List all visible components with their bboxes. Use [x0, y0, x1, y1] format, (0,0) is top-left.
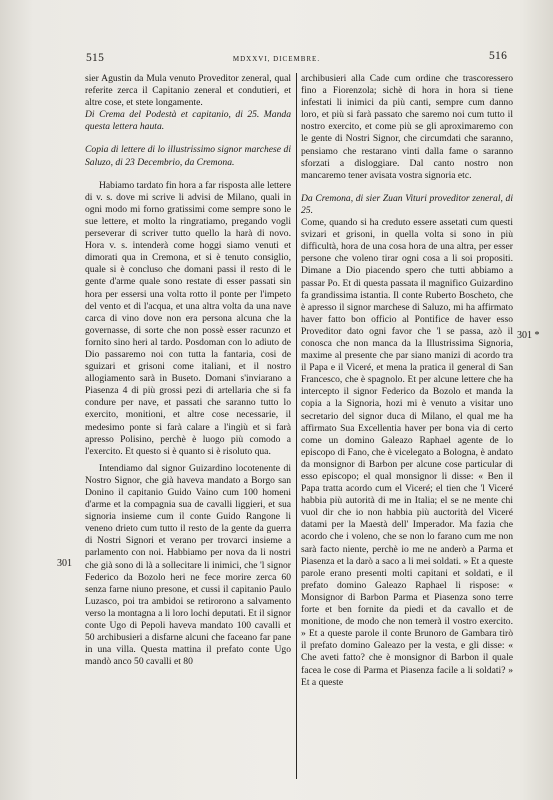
left-paragraph: Habiamo tardato fin hora a far risposta alle lettere di v. s. dove mi scrive li advisi de Milano, quali in ogni modo mi forno gratissimi come sempre sono le sue lettere, et molto la ringratiamo, pregando vogli perseverar di scriver tutto quello la harà di novo. Hora v. s. intenderà come hoggi siamo venuti et dimorati qua in Cremona, et si è tenuto consiglio, quale si è concluso che domani passi il resto di le gente d'arme quale sono restate di esser passati sin hora per essersi una volta rotto il ponte per l'impeto del vento et di l'acqua, et una altra volta da una nave carca di vino dove non era persona alcuna che la governasse, di sorte che non possè esser racunzo et fornito sino heri al tardo. Posdoman con lo adiuto de Dio passaremo noi con tutta la fantaria, cosi de sguizari et grisoni come italiani, et il nostro allogiamento sarà in Buseto. Domani s'inviarano a Piasenza 4 di più grossi pezi di artellaria che si fa condure per nave, et passati che saranno tutto lo exercito, monitioni, et altre cose necessarie, il medesimo ponte si farà calare a l'ingiù et si farà apresso Polisino, perchè è luogo più comodo a l'exercito. Et questo si è quanto si è risoluto qua.	[85, 179, 291, 457]
left-column	[85, 73, 291, 668]
page-number-left: 515	[86, 52, 105, 64]
left-heading: Di Crema del Podestà et capitanio, di 25. Manda questa lettera hauta.	[85, 109, 291, 133]
page-number-right: 516	[489, 50, 508, 62]
left-letter-heading: Copia di lettere di lo illustrissimo signor marchese di Saluzo, di 23 Decembrio, da Cremona.	[85, 144, 291, 168]
left-paragraph: Intendiamo dal signor Guizardino locotenente di Nostro Signor, che già haveva mandato a Borgo san Donino il capitanio Guido Vaino cum 100 homeni d'arme et la compagnia sua de cavalli liggieri, et sua signoria insieme cum il conte Guido Rangone li veneno drieto cum tutto il resto de la gente da guerra di Nostri Signori et verano per trovarci insieme a parlamento con noi. Habbiamo per nova da li nostri che già sono di là a sollecitare li inimici, che 'l signor Federico da Bozolo heri ne fece morire zerca 60 senza farne niuno presone, et cussi il capitanio Paulo Luzasco, poi tra ambidoi se retirorono a salvamento verso la montagna a li loro lochi deputati. Et il signor conte Ugo di Pepoli haveva mandato 100 cavalli et 50 archibusieri a disfarne alcuni che faceano far pane in una villa. Questa mattina il prefato conte Ugo mandò anco 50 cavalli et 80	[85, 462, 291, 668]
right-heading: Da Cremona, di sier Zuan Vituri proveditor zeneral, di 25.	[301, 192, 513, 216]
column-divider	[296, 73, 297, 779]
right-column	[301, 73, 513, 689]
margin-note-left: 301	[57, 558, 72, 569]
margin-note-right: 301 *	[517, 330, 540, 341]
left-paragraph: sier Agustin da Mula venuto Proveditor zeneral, qual referite zerca il Capitanio zeneral et condutieri, et altre cose, et stete longamente.	[85, 73, 291, 109]
running-title: MDXXVI, DICEMBRE.	[232, 55, 321, 63]
right-paragraph: archibusieri alla Cade cum ordine che trascoressero fino a Fiorenzola; sichè di hora in hora si tiene infestati li inimici da più canti, sempre cum danno loro, et più si farà passato che saremo noi cum tutto il nostro exercito, et come più se gli aproximaremo con le gente di Nostri Signor, che circumdati che saranno, pensiamo che restarano vinti dalla fame o saranno sforzati a disloggiare. Dal canto nostro non mancaremo tener avisata vostra signoria etc.	[301, 73, 513, 181]
right-paragraph: Come, quando si ha creduto essere assetati cum questi svizari et grisoni, in quella volta si sono in più difficultà, hora de una cosa hora de una altra, per esser persone che voleno tirar ogni cosa a li soi propositi. Dimane a Dio piacendo spero che tutti abbiamo a passar Po. Et di questa passata il magnifico Guizardino fa grandissima istantia. Il conte Ruberto Boscheto, che è apresso il signor marchese di Saluzo, mi ha affirmato haver fatto bon officio al Pontifice de haver esso Proveditor dato ogni favor che 'l se passa, azò il conosca che non manca da la Illustrissima Signoria, maxime al presente che par siano manizi di acordo tra il Papa e il Viceré, et mena la pratica il general di San Francesco, che è spagnolo. Et per alcune lettere che ha intercepto il signor Federico da Bozolo et manda la copia a la Signoria, hozi mi è venuto a visitar uno secretario del signor duca di Milano, el qual me ha affirmato Sua Excellentia haver per bona via di certo come un domino Galeazo Raphael agente de lo episcopo di Fano, che è vicelegato a Bologna, è andato da monsignor di Barbon per alcune cose particular di esso episcopo; el qual monsignor li disse: « Ben il Papa tratta acordo cum el Viceré; el tien che 'l Viceré habbia più autorità di me in Italia; el se ne mente chi vuol dir che io non habbia più auctorità del Viceré datami per la Maestà dell' Imperador. Ma fazia che acordo che i voleno, che se non lo farano cum me non sarà facto niente, perchè io me ne anderò a Parma et Piasenza et la darò a saco a li mei soldati. » Et a queste parole erano presenti molti capitani et soldati, e il prefato domino Galeazo Raphael li rispose: « Monsignor di Barbon Parma et Piasenza sono terre forte et ben fornite da piedi et da cavallo et de monitione, de modo che non temerà il vostro exercito. » Et a queste parole il conte Brunoro de Gambara tirò il prefato domino Galeazo per la vesta, e gli disse: « Che aveti fatto? che è monsignor di Barbon il quale facea le cose di Parma et Piasenza facile a li soldati? » Et a queste	[301, 217, 513, 688]
